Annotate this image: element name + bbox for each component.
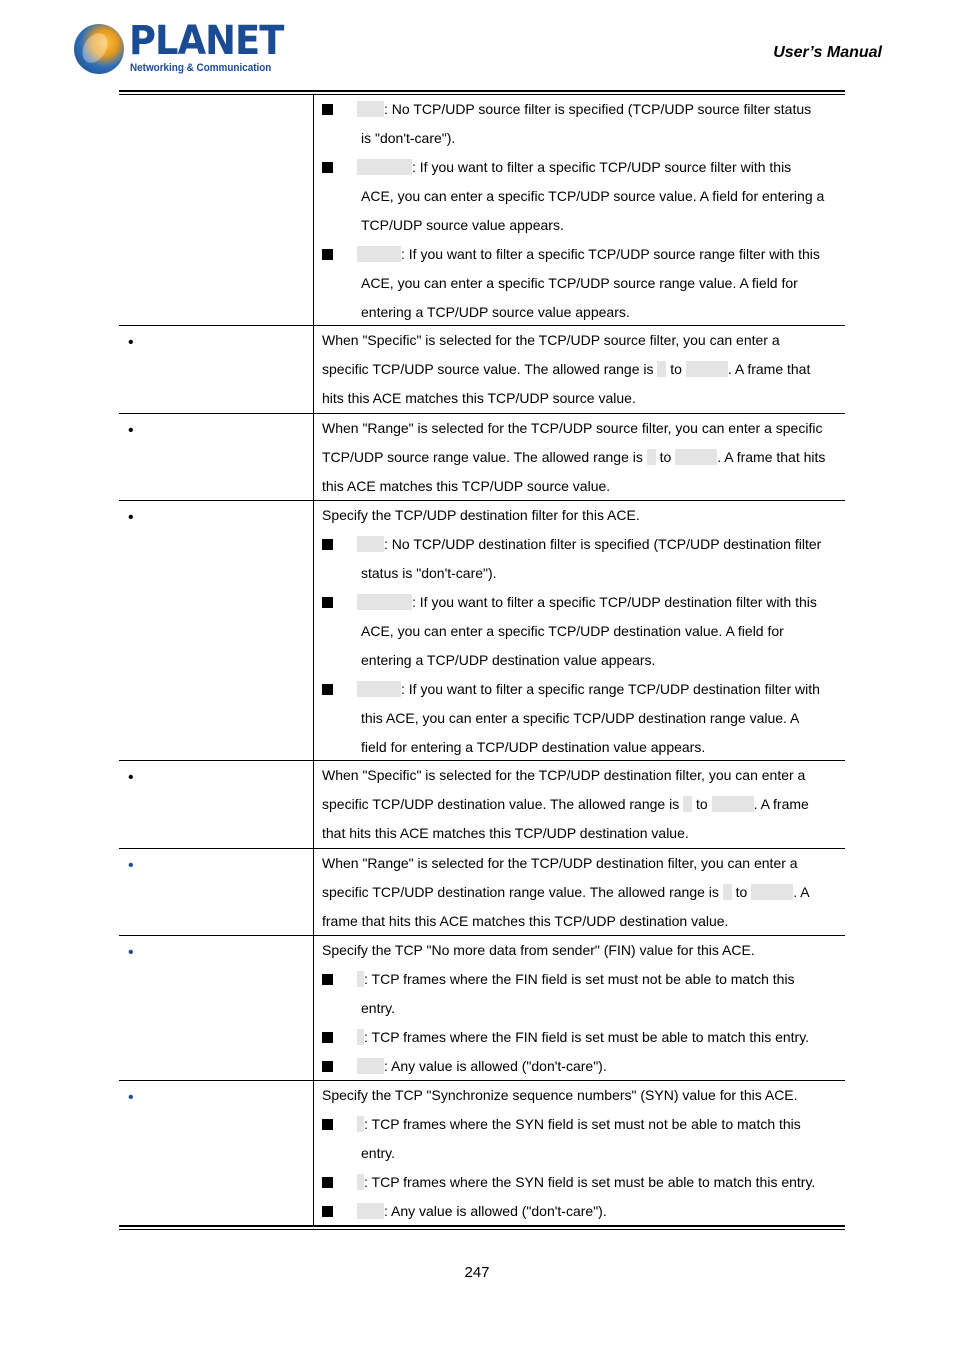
description-cell: : No TCP/UDP source filter is specified (TCP/UDP source filter status is "don't-care"). : If you want to filter a specific TCP/UDP source filter with this ACE, you can enter a specific TCP/UDP source value. A field for entering a TCP/UDP source value appears. : If you want to filter a specific TCP/UDP source range filter with this ACE, you can enter a specific TCP/UDP source range value. A field for entering a TCP/UDP source value appears. — [322, 95, 842, 327]
range-max — [751, 884, 793, 900]
square-bullet-icon — [322, 104, 333, 115]
list-item: : Any value is allowed ("don't-care"). — [322, 1197, 842, 1226]
list-item: : If you want to filter a specific TCP/UDP source filter with this — [322, 153, 842, 182]
row-bullet: • — [128, 422, 134, 439]
list-item: : TCP frames where the SYN field is set must be able to match this entry. — [322, 1168, 842, 1197]
row-bullet: • — [128, 1089, 134, 1106]
square-bullet-icon — [322, 1032, 333, 1043]
range-min — [647, 449, 656, 465]
option-name — [357, 1174, 364, 1190]
row-bullet: • — [128, 334, 134, 351]
table-bottom-rule-inner — [119, 1229, 845, 1230]
list-item: : No TCP/UDP destination filter is specified (TCP/UDP destination filter — [322, 530, 842, 559]
description-cell: When "Specific" is selected for the TCP/UDP destination filter, you can enter a specific TCP/UDP destination value. The allowed range is to . A frame that hits this ACE matches this TCP/UDP destination value. — [322, 767, 809, 841]
description-cell: When "Specific" is selected for the TCP/UDP source filter, you can enter a specific TCP/UDP source value. The allowed range is to . A frame that hits this ACE matches this TCP/UDP source value. — [322, 332, 811, 406]
option-name — [357, 1116, 364, 1132]
manual-title: User’s Manual — [773, 44, 882, 61]
logo-wordmark: PLANET — [129, 18, 284, 64]
square-bullet-icon — [322, 162, 333, 173]
square-bullet-icon — [322, 974, 333, 985]
page-number: 247 — [464, 1264, 490, 1281]
planet-logo — [74, 18, 284, 78]
list-item: : If you want to filter a specific range TCP/UDP destination filter with — [322, 675, 842, 704]
list-item: : TCP frames where the FIN field is set must be able to match this entry. — [322, 1023, 842, 1052]
option-name — [357, 1058, 384, 1074]
row-bullet: • — [128, 857, 134, 874]
row-bullet: • — [128, 509, 134, 526]
description-cell: When "Range" is selected for the TCP/UDP source filter, you can enter a specific TCP/UDP source range value. The allowed range is to . A frame that hits this ACE matches this TCP/UDP source value. — [322, 420, 826, 494]
table-top-rule — [119, 90, 845, 92]
square-bullet-icon — [322, 539, 333, 550]
option-name — [357, 971, 364, 987]
option-name — [357, 594, 412, 610]
logo-tagline: Networking & Communication — [130, 62, 272, 74]
square-bullet-icon — [322, 249, 333, 260]
option-name — [357, 1203, 384, 1219]
option-name — [357, 681, 401, 697]
option-name — [357, 101, 384, 117]
description-cell: When "Range" is selected for the TCP/UDP destination filter, you can enter a specific TCP/UDP destination range value. The allowed range is to . A frame that hits this ACE matches this TCP/UDP destination value. — [322, 855, 810, 929]
description-cell: Specify the TCP "No more data from sender" (FIN) value for this ACE. : TCP frames where the FIN field is set must not be able to match this entry. : TCP frames where the FIN field is set must be able to match this entry. : Any value is allowed ("don't-care"). — [322, 936, 842, 1081]
description-cell: Specify the TCP "Synchronize sequence numbers" (SYN) value for this ACE. : TCP frames where the SYN field is set must not be able to match this entry. : TCP frames where the SYN field is set must be able to match this entry. : Any value is allowed ("don't-care"). — [322, 1081, 842, 1226]
square-bullet-icon — [322, 597, 333, 608]
row-bullet: • — [128, 944, 134, 961]
list-item: : Any value is allowed ("don't-care"). — [322, 1052, 842, 1081]
table-bottom-rule — [119, 1225, 845, 1227]
description-cell: Specify the TCP/UDP destination filter for this ACE. : No TCP/UDP destination filter is specified (TCP/UDP destination filter status is "don't-care"). : If you want to filter a specific TCP/UDP destination filter with this ACE, you can enter a specific TCP/UDP destination value. A field for entering a TCP/UDP destination value appears. : If you want to filter a specific range TCP/UDP destination filter with this ACE, you can enter a specific TCP/UDP destination range value. A field for entering a TCP/UDP destination value appears. — [322, 501, 842, 762]
range-max — [686, 361, 728, 377]
row-bullet: • — [128, 769, 134, 786]
list-item: : If you want to filter a specific TCP/UDP source range filter with this — [322, 240, 842, 269]
list-item: : TCP frames where the SYN field is set must not be able to match this — [322, 1110, 842, 1139]
square-bullet-icon — [322, 1119, 333, 1130]
list-item: : No TCP/UDP source filter is specified (TCP/UDP source filter status — [322, 95, 842, 124]
range-max — [675, 449, 717, 465]
option-name — [357, 159, 412, 175]
option-name — [357, 536, 384, 552]
list-item: : If you want to filter a specific TCP/UDP destination filter with this — [322, 588, 842, 617]
range-min — [657, 361, 666, 377]
option-name — [357, 1029, 364, 1045]
square-bullet-icon — [322, 684, 333, 695]
square-bullet-icon — [322, 1061, 333, 1072]
option-name — [357, 246, 401, 262]
range-min — [683, 796, 692, 812]
square-bullet-icon — [322, 1177, 333, 1188]
globe-icon — [74, 24, 124, 74]
list-item: : TCP frames where the FIN field is set must not be able to match this — [322, 965, 842, 994]
range-max — [712, 796, 754, 812]
square-bullet-icon — [322, 1206, 333, 1217]
table-column-divider — [313, 95, 314, 1225]
range-min — [723, 884, 732, 900]
